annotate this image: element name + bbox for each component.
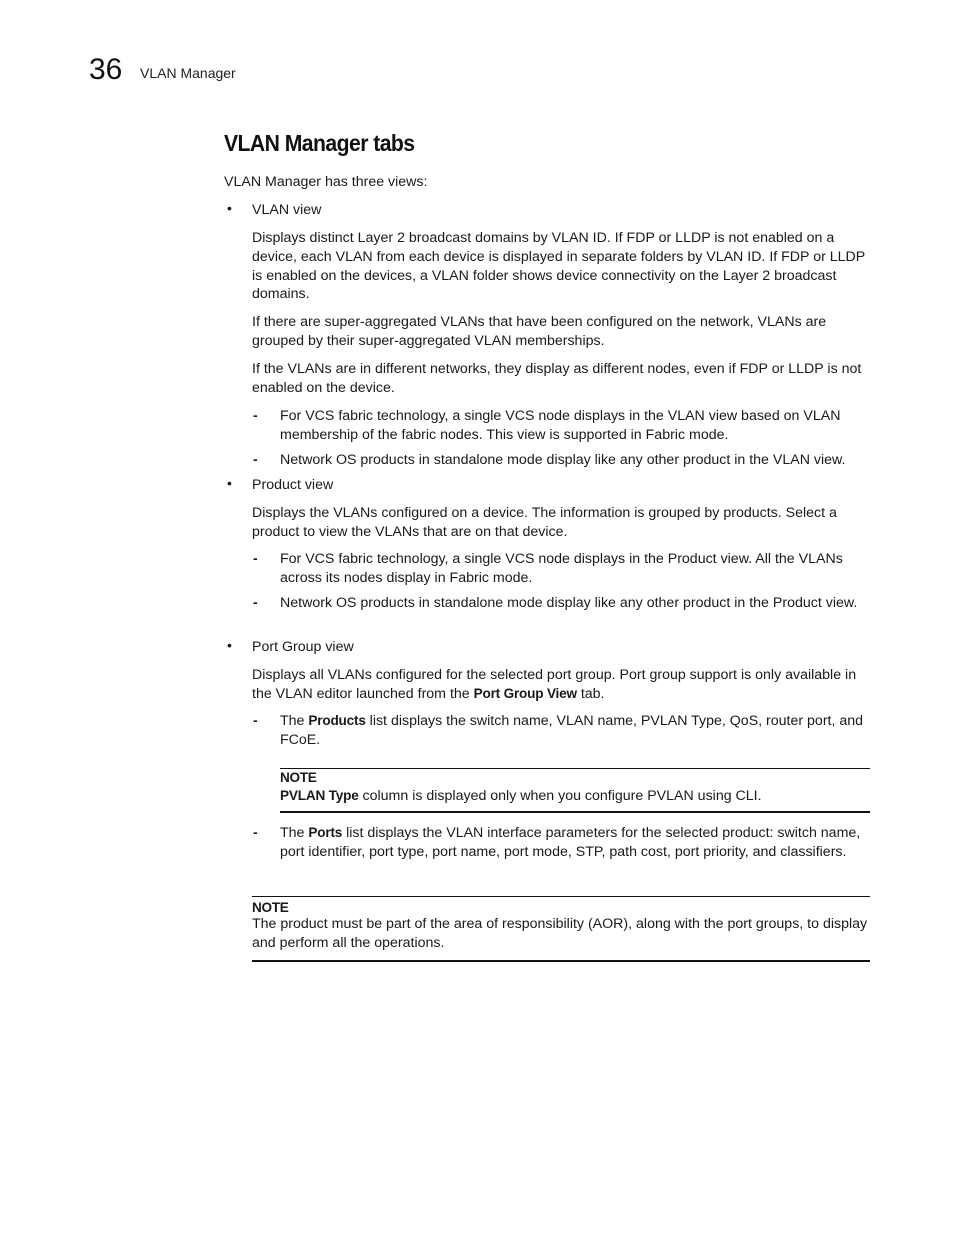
note-pvlan-text: column is displayed only when you configure PVLAN using CLI. [358, 788, 762, 804]
vlan-view-desc-3: If the VLANs are in different networks, they display as different nodes, even if FDP or LLDP is not enabled on the device. [252, 361, 862, 396]
note-aor-text: The product must be part of the area of responsibility (AOR), along with the port groups, to display and perform all the operations. [252, 916, 868, 951]
dash-mark: - [253, 712, 258, 728]
vlan-view-item-1: For VCS fabric technology, a single VCS node displays in the VLAN view based on VLAN membership of the fabric nodes. This view is supported in Fabric mode. [280, 408, 841, 443]
vlan-view-item-2: Network OS products in standalone mode display like any other product in the VLAN view. [280, 452, 846, 468]
product-view-label: Product view [252, 477, 334, 493]
note-label: NOTE [280, 770, 317, 785]
note-aor [252, 896, 870, 962]
chapter-title: VLAN Manager [140, 65, 236, 81]
ports-list-name: Ports [308, 825, 343, 840]
intro-text: VLAN Manager has three views: [224, 174, 428, 190]
note-label: NOTE [252, 900, 289, 915]
note-pvlan [280, 768, 870, 813]
bullet-mark: • [227, 637, 232, 653]
dash-mark: - [253, 550, 258, 566]
chapter-number: 36 [89, 53, 123, 86]
product-view-item-2: Network OS products in standalone mode display like any other product in the Product view. [280, 595, 858, 611]
dash-mark: - [253, 451, 258, 467]
vlan-view-label: VLAN view [252, 202, 322, 218]
port-group-view-tab-name: Port Group View [473, 685, 577, 701]
product-view-item-1: For VCS fabric technology, a single VCS node displays in the Product view. All the VLANs across its nodes display in Fabric mode. [280, 551, 843, 586]
port-group-view-label: Port Group view [252, 639, 354, 655]
dash-mark: - [253, 407, 258, 423]
dash-mark: - [253, 824, 258, 840]
product-view-desc: Displays the VLANs configured on a device. The information is grouped by products. Select a product to view the VLANs that are on that device. [252, 505, 837, 540]
dash-mark: - [253, 594, 258, 610]
bullet-mark: • [227, 200, 232, 216]
port-group-view-desc: Displays all VLANs configured for the selected port group. Port group support is only available in the VLAN editor launched from the Port Group View tab. [252, 667, 857, 702]
products-list-desc: The Products list displays the switch name, VLAN name, PVLAN Type, QoS, router port, and FCoE. [280, 713, 864, 748]
pvlan-type-term: PVLAN Type [280, 788, 359, 803]
vlan-view-desc-2: If there are super-aggregated VLANs that have been configured on the network, VLANs are grouped by their super-aggregated VLAN memberships. [252, 314, 827, 349]
section-title: VLAN Manager tabs [224, 130, 415, 156]
products-list-name: Products [308, 713, 366, 728]
bullet-mark: • [227, 475, 232, 491]
vlan-view-desc-1: Displays distinct Layer 2 broadcast domains by VLAN ID. If FDP or LLDP is not enabled on a device, each VLAN from each device is displayed in separate folders by VLAN ID. If FDP or LLDP is enabled on the devices, a VLAN folder shows device connectivity on the Layer 2 broadcast domains. [252, 230, 865, 303]
ports-list-desc: The Ports list displays the VLAN interface parameters for the selected product: switch name, port identifier, port type, port name, port mode, STP, path cost, port priority, and classifiers. [280, 825, 861, 860]
